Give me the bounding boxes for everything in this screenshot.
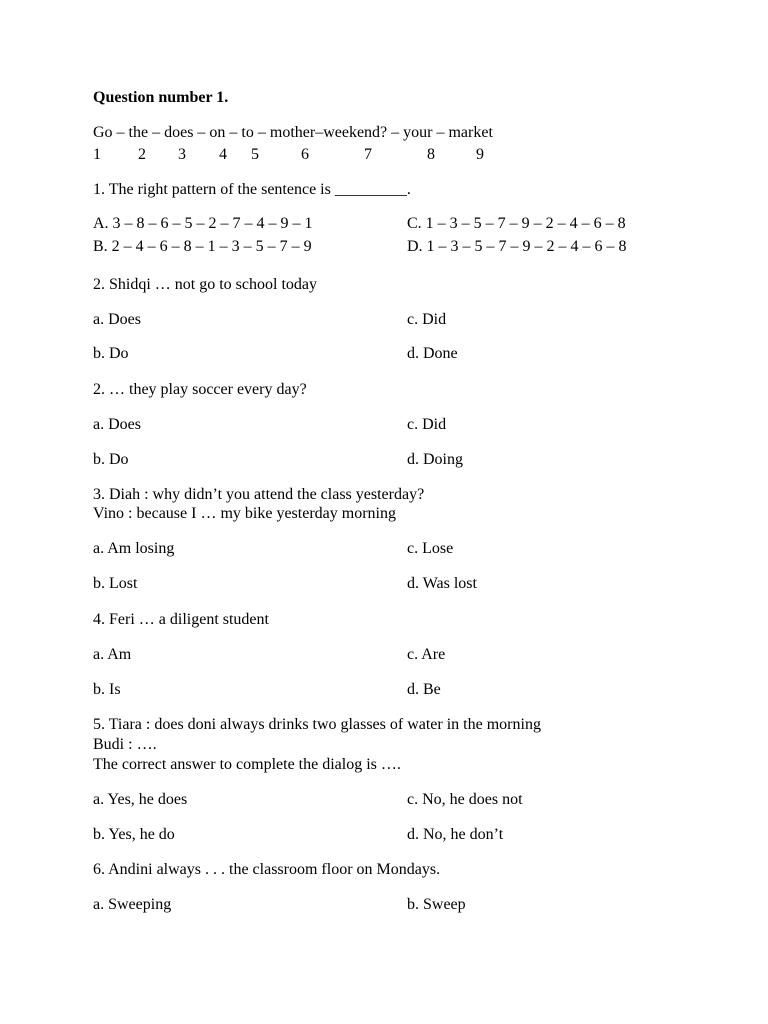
answer-option: a. Am losing xyxy=(93,540,175,557)
word-number: 8 xyxy=(427,146,435,163)
answer-option: b. Do xyxy=(93,451,129,468)
answer-option: b. Lost xyxy=(93,575,138,592)
answer-option: A. 3 – 8 – 6 – 5 – 2 – 7 – 4 – 9 – 1 xyxy=(93,215,313,232)
answer-option: a. Does xyxy=(93,311,141,328)
question-text-line2: Vino : because I … my bike yesterday morning xyxy=(93,505,396,522)
word-number: 6 xyxy=(301,146,309,163)
word-number: 1 xyxy=(93,146,101,163)
question-text: 2. Shidqi … not go to school today xyxy=(93,276,317,293)
word-number: 3 xyxy=(178,146,186,163)
answer-option: a. Am xyxy=(93,646,132,663)
question-text: 2. … they play soccer every day? xyxy=(93,381,307,398)
answer-option: c. Are xyxy=(407,646,446,663)
scrambled-words: Go – the – does – on – to – mother–weekend? – your – market xyxy=(93,124,493,141)
question-text: 4. Feri … a diligent student xyxy=(93,611,269,628)
answer-option: d. Be xyxy=(407,681,441,698)
question-text: 1. The right pattern of the sentence is _________. xyxy=(93,181,411,198)
answer-option: b. Sweep xyxy=(407,896,466,913)
question-text: 3. Diah : why didn’t you attend the class yesterday? xyxy=(93,486,425,503)
answer-option: d. Done xyxy=(407,345,458,362)
question-text: 6. Andini always . . . the classroom floor on Mondays. xyxy=(93,861,441,878)
answer-option: d. No, he don’t xyxy=(407,826,504,843)
answer-option: d. Was lost xyxy=(407,575,477,592)
answer-option: b. Yes, he do xyxy=(93,826,175,843)
answer-option: c. Did xyxy=(407,311,447,328)
answer-option: a. Does xyxy=(93,416,141,433)
answer-option: a. Sweeping xyxy=(93,896,172,913)
question-text-line2: Budi : …. xyxy=(93,736,157,753)
answer-option: a. Yes, he does xyxy=(93,791,188,808)
answer-option: b. Is xyxy=(93,681,121,698)
answer-option: D. 1 – 3 – 5 – 7 – 9 – 2 – 4 – 6 – 8 xyxy=(407,238,627,255)
answer-option: B. 2 – 4 – 6 – 8 – 1 – 3 – 5 – 7 – 9 xyxy=(93,238,312,255)
word-number: 5 xyxy=(251,146,259,163)
word-number: 2 xyxy=(138,146,146,163)
word-number: 9 xyxy=(476,146,484,163)
answer-option: c. No, he does not xyxy=(407,791,523,808)
heading: Question number 1. xyxy=(93,89,229,106)
word-number: 4 xyxy=(219,146,227,163)
question-text: 5. Tiara : does doni always drinks two glasses of water in the morning xyxy=(93,716,541,733)
answer-option: c. Lose xyxy=(407,540,454,557)
answer-option: C. 1 – 3 – 5 – 7 – 9 – 2 – 4 – 6 – 8 xyxy=(407,215,626,232)
question-text-line3: The correct answer to complete the dialog is …. xyxy=(93,756,401,773)
answer-option: c. Did xyxy=(407,416,447,433)
answer-option: d. Doing xyxy=(407,451,463,468)
word-number: 7 xyxy=(364,146,372,163)
answer-option: b. Do xyxy=(93,345,129,362)
